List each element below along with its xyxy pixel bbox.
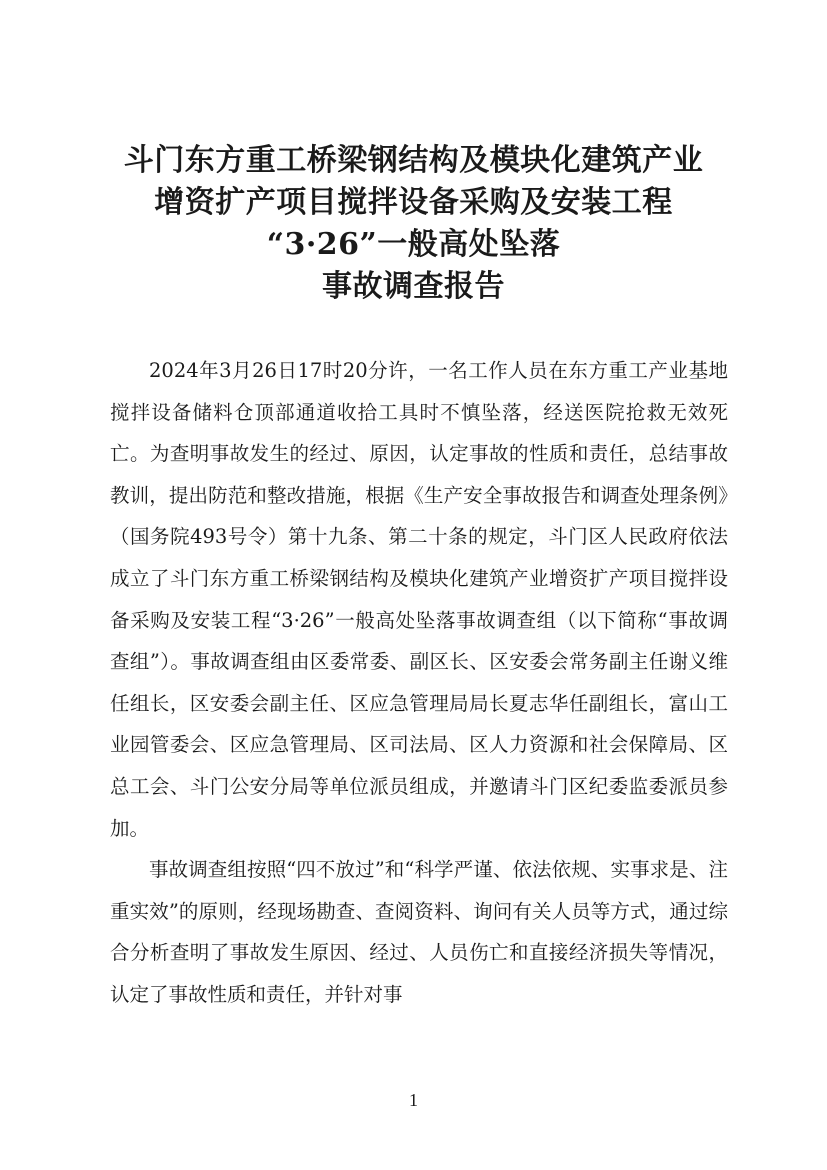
paragraph-2: 事故调查组按照“四不放过”和“科学严谨、依法依规、实事求是、注重实效”的原则，经现场勘查、查阅资料、询问有关人员等方式，通过综合分析查明了事故发生原因、经过、人员伤亡和直接经济损失等情况，认定了事故性质和责任，并针对事 [110,858,728,1006]
title-line-2: 增资扩产项目搅拌设备采购及安装工程 [154,185,673,220]
document-title [0,140,827,308]
title-line-4: 事故调查报告 [322,269,505,304]
title-line-3: “3·26”一般高处坠落 [266,227,561,262]
document-body [110,350,728,1016]
page-number: 1 [409,1090,418,1110]
paragraph-1: 2024年3月26日17时20分许，一名工作人员在东方重工产业基地搅拌设备储料仓顶部通道收拾工具时不慎坠落，经送医院抢救无效死亡。为查明事故发生的经过、原因，认定事故的性质和责任，总结事故教训，提出防范和整改措施，根据《生产安全事故报告和调查处理条例》（国务院493号令）第十九条、第二十条的规定，斗门区人民政府依法成立了斗门东方重工桥梁钢结构及模块化建筑产业增资扩产项目搅拌设备采购及安装工程“3·26”一般高处坠落事故调查组（以下简称“事故调查组”）。事故调查组由区委常委、副区长、区安委会常务副主任谢义维任组长，区安委会副主任、区应急管理局局长夏志华任副组长，富山工业园管委会、区应急管理局、区司法局、区人力资源和社会保障局、区总工会、斗门公安分局等单位派员组成，并邀请斗门区纪委监委派员参加。 [110,359,728,840]
title-line-1: 斗门东方重工桥梁钢结构及模块化建筑产业 [123,143,704,178]
